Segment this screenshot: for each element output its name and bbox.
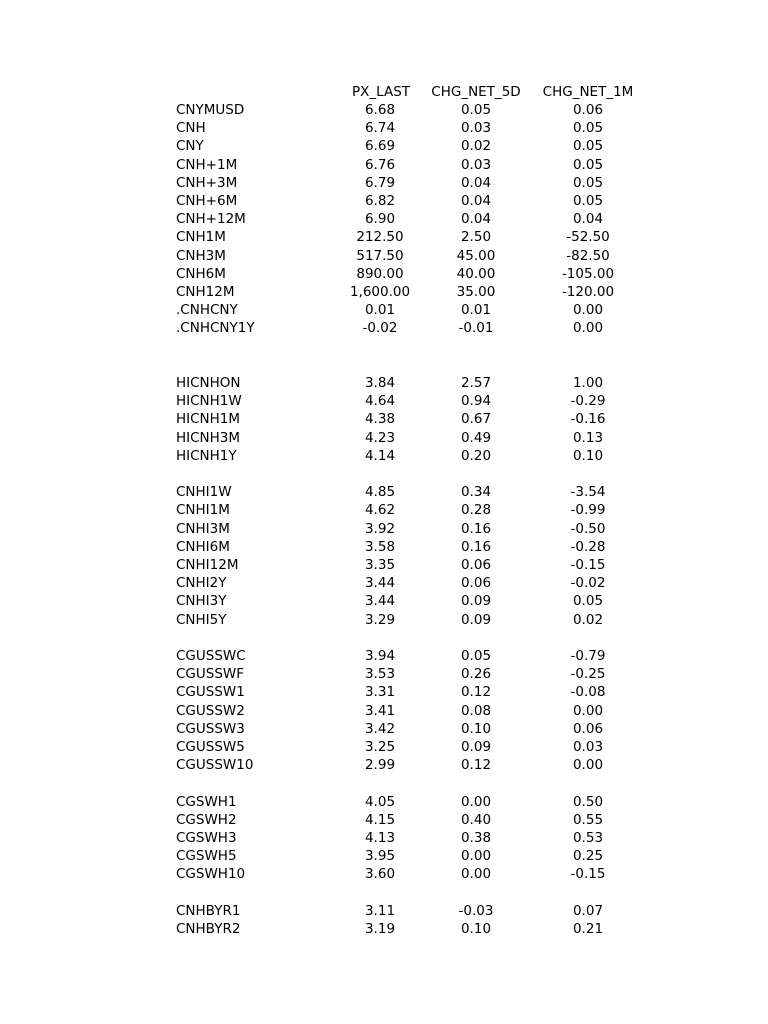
table-row — [0, 319, 768, 337]
px-last-cell: 4.64 — [364, 393, 396, 409]
chg-net-5d-cell: 0.05 — [460, 648, 492, 664]
table-row — [0, 410, 768, 428]
table-row — [0, 665, 768, 683]
px-last-cell: 1,600.00 — [349, 284, 411, 300]
table-row — [0, 483, 768, 501]
chg-net-5d-cell: 35.00 — [456, 284, 496, 300]
chg-net-5d-cell: 0.03 — [460, 157, 492, 173]
chg-net-1m-cell: -0.02 — [570, 575, 606, 591]
px-last-cell: 3.84 — [364, 375, 396, 391]
chg-net-1m-cell: 0.25 — [572, 848, 604, 864]
table-row — [0, 392, 768, 410]
chg-net-1m-cell: 0.00 — [572, 302, 604, 318]
chg-net-5d-cell: 0.05 — [460, 102, 492, 118]
chg-net-5d-cell: 0.12 — [460, 757, 492, 773]
ticker-cell: CNH+3M — [176, 175, 238, 191]
chg-net-1m-cell: -0.15 — [570, 866, 606, 882]
px-last-cell: 6.69 — [364, 138, 396, 154]
px-last-cell: 4.85 — [364, 484, 396, 500]
chg-net-1m-cell: 0.21 — [572, 921, 604, 937]
ticker-cell: CGSWH3 — [176, 830, 237, 846]
table-row — [0, 301, 768, 319]
table-row — [0, 228, 768, 246]
chg-net-5d-cell: 0.00 — [460, 866, 492, 882]
chg-net-5d-cell: 0.01 — [460, 302, 492, 318]
table-row — [0, 520, 768, 538]
chg-net-5d-cell: 0.16 — [460, 539, 492, 555]
chg-net-1m-cell: 0.10 — [572, 448, 604, 464]
chg-net-5d-cell: 0.00 — [460, 794, 492, 810]
chg-net-1m-cell: -0.50 — [570, 521, 606, 537]
chg-net-1m-cell: -0.16 — [570, 411, 606, 427]
chg-net-5d-cell: 0.49 — [460, 430, 492, 446]
ticker-cell: .CNHCNY — [176, 302, 238, 318]
chg-net-5d-cell: 0.28 — [460, 502, 492, 518]
chg-net-1m-cell: 0.07 — [572, 903, 604, 919]
px-last-cell: 3.44 — [364, 575, 396, 591]
chg-net-5d-cell: 0.38 — [460, 830, 492, 846]
table-row — [0, 865, 768, 883]
chg-net-1m-cell: 0.00 — [572, 703, 604, 719]
chg-net-1m-cell: 0.55 — [572, 812, 604, 828]
ticker-cell: CNHI1M — [176, 502, 230, 518]
px-last-cell: -0.02 — [362, 320, 398, 336]
table-row — [0, 447, 768, 465]
table-row — [0, 429, 768, 447]
table-row — [0, 501, 768, 519]
ticker-cell: CGSWH1 — [176, 794, 237, 810]
px-last-cell: 4.13 — [364, 830, 396, 846]
px-last-cell: 3.94 — [364, 648, 396, 664]
chg-net-5d-cell: 0.04 — [460, 193, 492, 209]
table-row — [0, 756, 768, 774]
chg-net-5d-cell: 0.02 — [460, 138, 492, 154]
chg-net-1m-cell: 0.06 — [572, 721, 604, 737]
chg-net-5d-cell: 0.94 — [460, 393, 492, 409]
chg-net-5d-cell: 0.10 — [460, 721, 492, 737]
px-last-cell: 0.01 — [364, 302, 396, 318]
px-last-cell: 4.62 — [364, 502, 396, 518]
px-last-cell: 4.23 — [364, 430, 396, 446]
ticker-cell: CNHBYR2 — [176, 921, 241, 937]
table-row — [0, 374, 768, 392]
chg-net-5d-cell: 0.09 — [460, 593, 492, 609]
px-last-cell: 3.42 — [364, 721, 396, 737]
chg-net-5d-cell: 0.04 — [460, 175, 492, 191]
table-row — [0, 247, 768, 265]
ticker-cell: CNHI3Y — [176, 593, 227, 609]
px-last-cell: 3.92 — [364, 521, 396, 537]
table-row — [0, 702, 768, 720]
table-row — [0, 174, 768, 192]
chg-net-5d-cell: 0.10 — [460, 921, 492, 937]
table-row — [0, 793, 768, 811]
ticker-cell: CGUSSWF — [176, 666, 245, 682]
px-last-cell: 3.53 — [364, 666, 396, 682]
table-row — [0, 156, 768, 174]
chg-net-1m-cell: 0.02 — [572, 612, 604, 628]
ticker-cell: CNH+12M — [176, 211, 246, 227]
px-last-cell: 6.76 — [364, 157, 396, 173]
px-last-cell: 3.35 — [364, 557, 396, 573]
chg-net-1m-cell: -105.00 — [561, 266, 615, 282]
chg-net-1m-cell: 0.00 — [572, 320, 604, 336]
chg-net-5d-cell: 0.67 — [460, 411, 492, 427]
px-last-cell: 3.60 — [364, 866, 396, 882]
table-row — [0, 902, 768, 920]
px-last-cell: 4.38 — [364, 411, 396, 427]
table-row — [0, 738, 768, 756]
chg-net-1m-cell: -82.50 — [566, 248, 610, 264]
chg-net-1m-cell: 0.53 — [572, 830, 604, 846]
chg-net-5d-cell: 0.09 — [460, 739, 492, 755]
chg-net-5d-cell: 0.04 — [460, 211, 492, 227]
chg-net-5d-cell: 0.16 — [460, 521, 492, 537]
ticker-cell: CNHI1W — [176, 484, 232, 500]
px-last-cell: 3.11 — [364, 903, 396, 919]
chg-net-5d-cell: 0.12 — [460, 684, 492, 700]
px-last-cell: 3.44 — [364, 593, 396, 609]
table-row — [0, 192, 768, 210]
chg-net-5d-cell: 0.06 — [460, 575, 492, 591]
chg-net-5d-cell: 0.34 — [460, 484, 492, 500]
ticker-cell: CNH6M — [176, 266, 226, 282]
table-row — [0, 137, 768, 155]
ticker-cell: CGSWH10 — [176, 866, 246, 882]
chg-net-1m-cell: 1.00 — [572, 375, 604, 391]
table-row — [0, 119, 768, 137]
ticker-cell: CGSWH2 — [176, 812, 237, 828]
table-row — [0, 683, 768, 701]
ticker-cell: CNH+6M — [176, 193, 238, 209]
chg-net-1m-cell: -52.50 — [566, 229, 610, 245]
px-last-cell: 3.25 — [364, 739, 396, 755]
ticker-cell: CNHI3M — [176, 521, 230, 537]
chg-net-5d-cell: 40.00 — [456, 266, 496, 282]
chg-net-1m-cell: -0.29 — [570, 393, 606, 409]
px-last-cell: 3.29 — [364, 612, 396, 628]
chg-net-1m-cell: 0.05 — [572, 138, 604, 154]
ticker-cell: CGUSSW5 — [176, 739, 245, 755]
ticker-cell: CNH+1M — [176, 157, 238, 173]
table-row — [0, 210, 768, 228]
px-last-cell: 3.58 — [364, 539, 396, 555]
chg-net-1m-cell: 0.05 — [572, 193, 604, 209]
chg-net-1m-cell: 0.05 — [572, 175, 604, 191]
px-last-cell: 6.68 — [364, 102, 396, 118]
ticker-cell: .CNHCNY1Y — [176, 320, 255, 336]
header-px-last: PX_LAST — [351, 84, 411, 100]
ticker-cell: CNHI12M — [176, 557, 239, 573]
chg-net-1m-cell: 0.00 — [572, 757, 604, 773]
ticker-cell: CNHI5Y — [176, 612, 227, 628]
chg-net-5d-cell: -0.03 — [458, 903, 494, 919]
chg-net-5d-cell: 0.40 — [460, 812, 492, 828]
chg-net-1m-cell: 0.06 — [572, 102, 604, 118]
header-chg-net-1m: CHG_NET_1M — [542, 84, 634, 100]
px-last-cell: 6.82 — [364, 193, 396, 209]
ticker-cell: CNHI2Y — [176, 575, 227, 591]
table-row — [0, 556, 768, 574]
table-row — [0, 283, 768, 301]
ticker-cell: CGUSSW1 — [176, 684, 245, 700]
chg-net-1m-cell: 0.13 — [572, 430, 604, 446]
px-last-cell: 6.74 — [364, 120, 396, 136]
table-row — [0, 538, 768, 556]
table-row — [0, 920, 768, 938]
ticker-cell: CGUSSW2 — [176, 703, 245, 719]
px-last-cell: 3.95 — [364, 848, 396, 864]
ticker-cell: CNYMUSD — [176, 102, 245, 118]
chg-net-5d-cell: 0.03 — [460, 120, 492, 136]
ticker-cell: CGUSSW3 — [176, 721, 245, 737]
ticker-cell: HICNH3M — [176, 430, 241, 446]
chg-net-5d-cell: 0.06 — [460, 557, 492, 573]
px-last-cell: 4.14 — [364, 448, 396, 464]
px-last-cell: 517.50 — [356, 248, 404, 264]
ticker-cell: CNH — [176, 120, 206, 136]
px-last-cell: 3.41 — [364, 703, 396, 719]
ticker-cell: CNHI6M — [176, 539, 230, 555]
px-last-cell: 4.15 — [364, 812, 396, 828]
chg-net-1m-cell: -0.08 — [570, 684, 606, 700]
chg-net-1m-cell: 0.50 — [572, 794, 604, 810]
chg-net-5d-cell: 0.09 — [460, 612, 492, 628]
table-row — [0, 265, 768, 283]
table-row — [0, 847, 768, 865]
chg-net-5d-cell: 0.20 — [460, 448, 492, 464]
px-last-cell: 890.00 — [356, 266, 404, 282]
chg-net-1m-cell: -0.79 — [570, 648, 606, 664]
chg-net-1m-cell: -120.00 — [561, 284, 615, 300]
table-row — [0, 611, 768, 629]
ticker-cell: HICNH1Y — [176, 448, 237, 464]
table-row — [0, 647, 768, 665]
header-row — [0, 83, 768, 101]
chg-net-5d-cell: 2.57 — [460, 375, 492, 391]
ticker-cell: CNH1M — [176, 229, 226, 245]
chg-net-5d-cell: 0.26 — [460, 666, 492, 682]
ticker-cell: CNH3M — [176, 248, 226, 264]
px-last-cell: 3.19 — [364, 921, 396, 937]
ticker-cell: HICNH1M — [176, 411, 241, 427]
ticker-cell: HICNH1W — [176, 393, 242, 409]
chg-net-5d-cell: 0.00 — [460, 848, 492, 864]
chg-net-1m-cell: 0.05 — [572, 157, 604, 173]
chg-net-1m-cell: -0.99 — [570, 502, 606, 518]
ticker-cell: CNHBYR1 — [176, 903, 241, 919]
table-row — [0, 720, 768, 738]
px-last-cell: 3.31 — [364, 684, 396, 700]
ticker-cell: CNH12M — [176, 284, 235, 300]
ticker-cell: CGUSSWC — [176, 648, 246, 664]
ticker-cell: CNY — [176, 138, 204, 154]
chg-net-5d-cell: 2.50 — [460, 229, 492, 245]
chg-net-1m-cell: -0.15 — [570, 557, 606, 573]
ticker-cell: CGSWH5 — [176, 848, 237, 864]
table-row — [0, 101, 768, 119]
px-last-cell: 212.50 — [356, 229, 404, 245]
chg-net-1m-cell: 0.04 — [572, 211, 604, 227]
px-last-cell: 6.79 — [364, 175, 396, 191]
ticker-cell: CGUSSW10 — [176, 757, 254, 773]
chg-net-1m-cell: -0.28 — [570, 539, 606, 555]
px-last-cell: 4.05 — [364, 794, 396, 810]
chg-net-1m-cell: 0.05 — [572, 593, 604, 609]
table-row — [0, 829, 768, 847]
chg-net-5d-cell: 0.08 — [460, 703, 492, 719]
table-row — [0, 574, 768, 592]
chg-net-1m-cell: 0.05 — [572, 120, 604, 136]
chg-net-1m-cell: 0.03 — [572, 739, 604, 755]
header-chg-net-5d: CHG_NET_5D — [431, 84, 521, 100]
chg-net-5d-cell: -0.01 — [458, 320, 494, 336]
ticker-cell: HICNHON — [176, 375, 241, 391]
chg-net-1m-cell: -3.54 — [570, 484, 606, 500]
px-last-cell: 6.90 — [364, 211, 396, 227]
table-row — [0, 592, 768, 610]
chg-net-1m-cell: -0.25 — [570, 666, 606, 682]
px-last-cell: 2.99 — [364, 757, 396, 773]
table-row — [0, 811, 768, 829]
chg-net-5d-cell: 45.00 — [456, 248, 496, 264]
